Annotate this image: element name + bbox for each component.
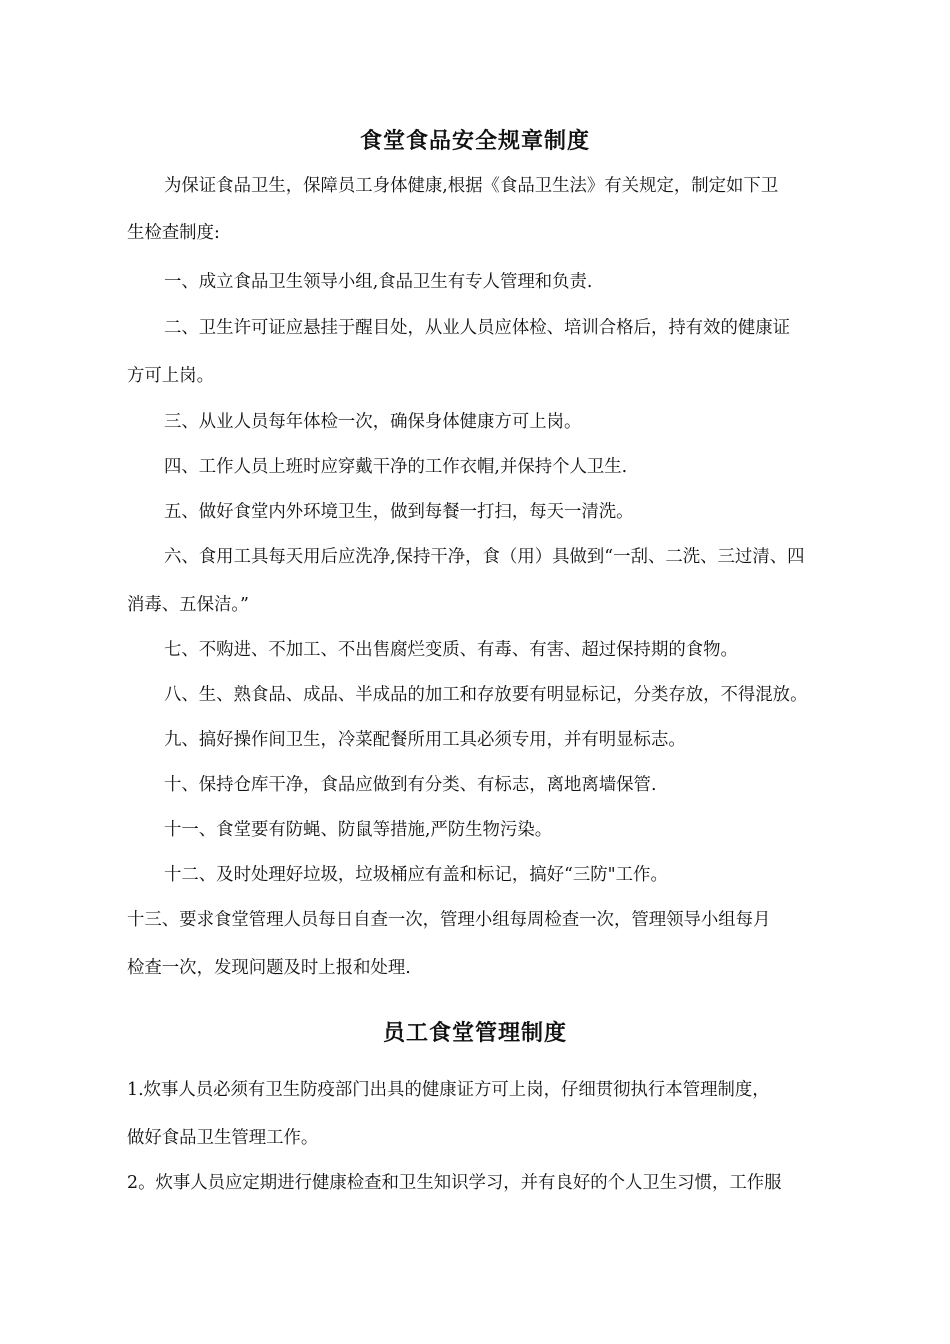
rule-item-4: 四、工作人员上班时应穿戴干净的工作衣帽,并保持个人卫生. [164,457,628,477]
rule-item-10: 十、保持仓库干净，食品应做到有分类、有标志，离地离墙保管. [164,775,657,795]
rule-item-13: 十三、要求食堂管理人员每日自查一次，管理小组每周检查一次，管理领导小组每月 [127,910,771,930]
rule-item-12: 十二、及时处理好垃圾，垃圾桶应有盖和标记，搞好“三防"工作。 [164,865,668,885]
rule-item-1: 1.炊事人员必须有卫生防疫部门出具的健康证方可上岗，仔细贯彻执行本管理制度， [127,1080,770,1100]
rule-item-5: 五、做好食堂内外环境卫生，做到每餐一打扫，每天一清洗。 [164,502,634,522]
paragraph-line: 方可上岗。 [127,366,214,386]
rule-item-2: 2。炊事人员应定期进行健康检查和卫生知识学习，并有良好的个人卫生习惯，工作服 [127,1173,782,1193]
rule-item-9: 九、搞好操作间卫生，冷菜配餐所用工具必须专用，并有明显标志。 [164,730,686,750]
rule-item-2: 二、卫生许可证应悬挂于醒目处，从业人员应体检、培训合格后，持有效的健康证 [164,318,791,338]
paragraph-line: 生检查制度: [127,223,220,243]
section1-title: 食堂食品安全规章制度 [359,128,590,154]
paragraph-line: 做好食品卫生管理工作。 [127,1128,319,1148]
paragraph-line: 为保证食品卫生，保障员工身体健康,根据《食品卫生法》有关规定，制定如下卫 [164,176,779,196]
rule-item-7: 七、不购进、不加工、不出售腐烂变质、有毒、有害、超过保持期的食物。 [164,640,738,660]
rule-item-3: 三、从业人员每年体检一次，确保身体健康方可上岗。 [164,412,582,432]
paragraph-line: 检查一次，发现问题及时上报和处理. [127,958,411,978]
paragraph-line: 消毒、五保洁。” [127,595,249,615]
rule-item-1: 一、成立食品卫生领导小组,食品卫生有专人管理和负责. [164,272,593,292]
rule-item-11: 十一、食堂要有防蝇、防鼠等措施,严防生物污染。 [164,820,553,840]
section2-title: 员工食堂管理制度 [382,1020,567,1046]
rule-item-8: 八、生、熟食品、成品、半成品的加工和存放要有明显标记，分类存放，不得混放。 [164,685,808,705]
rule-item-6: 六、食用工具每天用后应洗净,保持干净，食（用）具做到“一刮、二洗、三过清、四 [164,547,805,567]
